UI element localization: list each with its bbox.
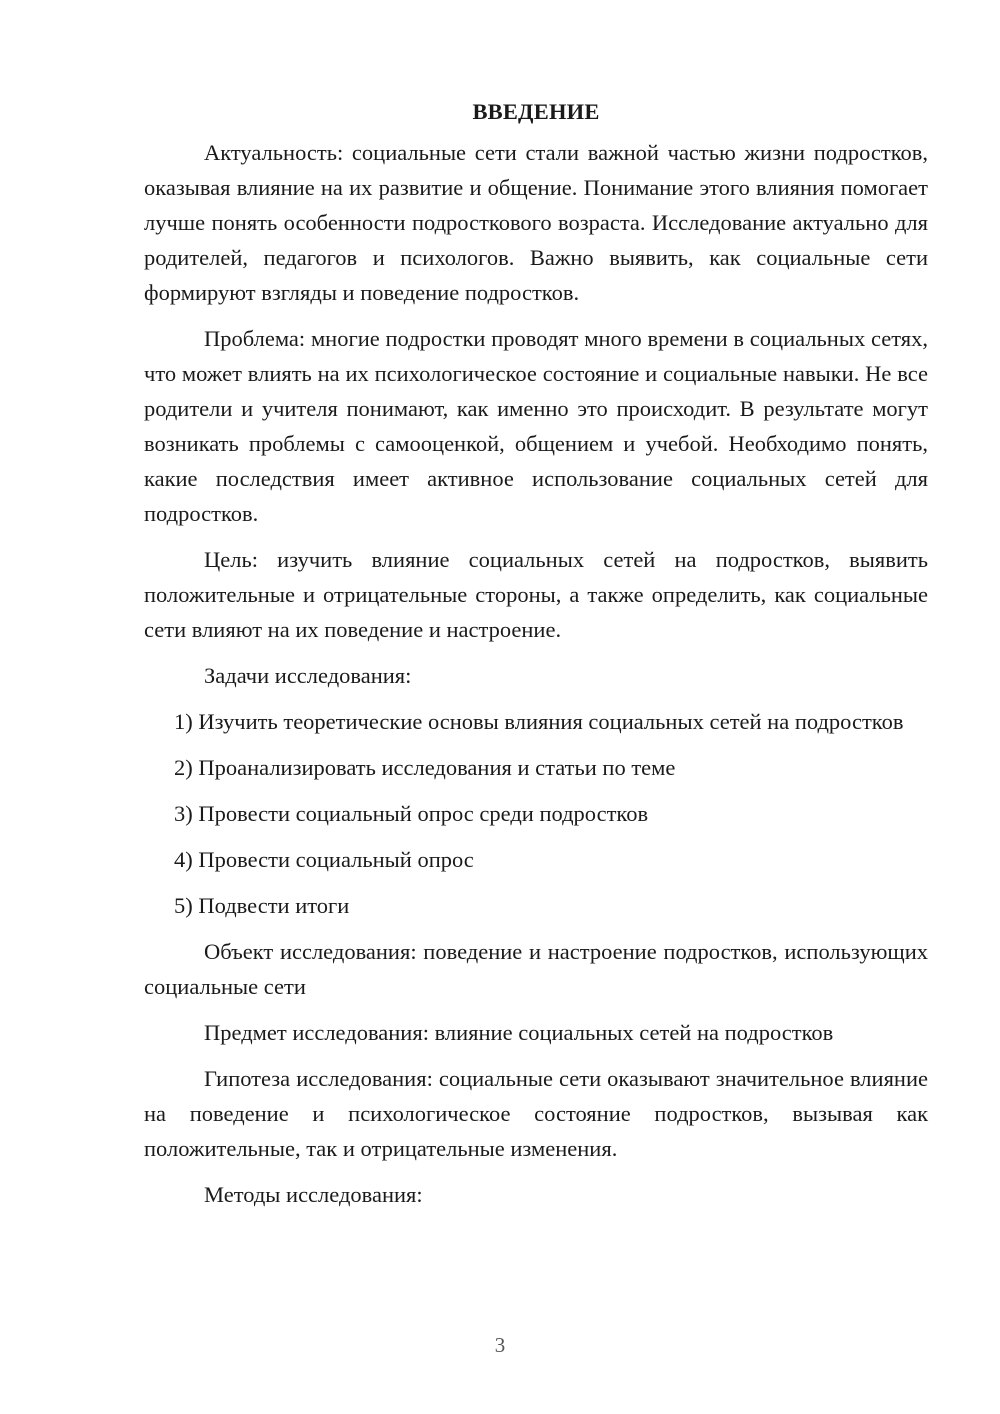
list-item: 1) Изучить теоретические основы влияния социальных сетей на подростков xyxy=(174,709,904,734)
list-item: 5) Подвести итоги xyxy=(174,893,350,918)
list-item: 3) Провести социальный опрос среди подростков xyxy=(174,801,649,826)
page-number: 3 xyxy=(494,1333,506,1357)
page-title: ВВЕДЕНИЕ xyxy=(472,99,600,124)
tasks-list xyxy=(144,704,928,923)
document-page xyxy=(144,94,928,1223)
methods-heading: Методы исследования: xyxy=(204,1182,423,1207)
hypothesis-paragraph: Гипотеза исследования: социальные сети оказывают значительное влияние на поведение и психологическое состояние подростков, вызывая как положительные, так и отрицательные изменения. xyxy=(144,1066,928,1161)
list-item: 4) Провести социальный опрос xyxy=(174,847,474,872)
subject-paragraph: Предмет исследования: влияние социальных сетей на подростков xyxy=(204,1020,834,1045)
tasks-heading: Задачи исследования: xyxy=(204,663,412,688)
list-item: 2) Проанализировать исследования и статьи по теме xyxy=(174,755,676,780)
problem-paragraph: Проблема: многие подростки проводят много времени в социальных сетях, что может влиять на их психологическое состояние и социальные навыки. Не все родители и учителя понимают, как именно это происходит. В результате могут возникать проблемы с самооценкой, общением и учебой. Необходимо понять, какие последствия имеет активное использование социальных сетей для подростков. xyxy=(144,326,928,526)
relevance-paragraph: Актуальность: социальные сети стали важной частью жизни подростков, оказывая влияние на их развитие и общение. Понимание этого влияния помогает лучше понять особенности подросткового возраста. Исследование актуально для родителей, педагогов и психологов. Важно выявить, как социальные сети формируют взгляды и поведение подростков. xyxy=(144,140,928,305)
goal-paragraph: Цель: изучить влияние социальных сетей на подростков, выявить положительные и отрицательные стороны, а также определить, как социальные сети влияют на их поведение и настроение. xyxy=(144,547,928,642)
object-paragraph: Объект исследования: поведение и настроение подростков, использующих социальные сети xyxy=(144,939,928,999)
